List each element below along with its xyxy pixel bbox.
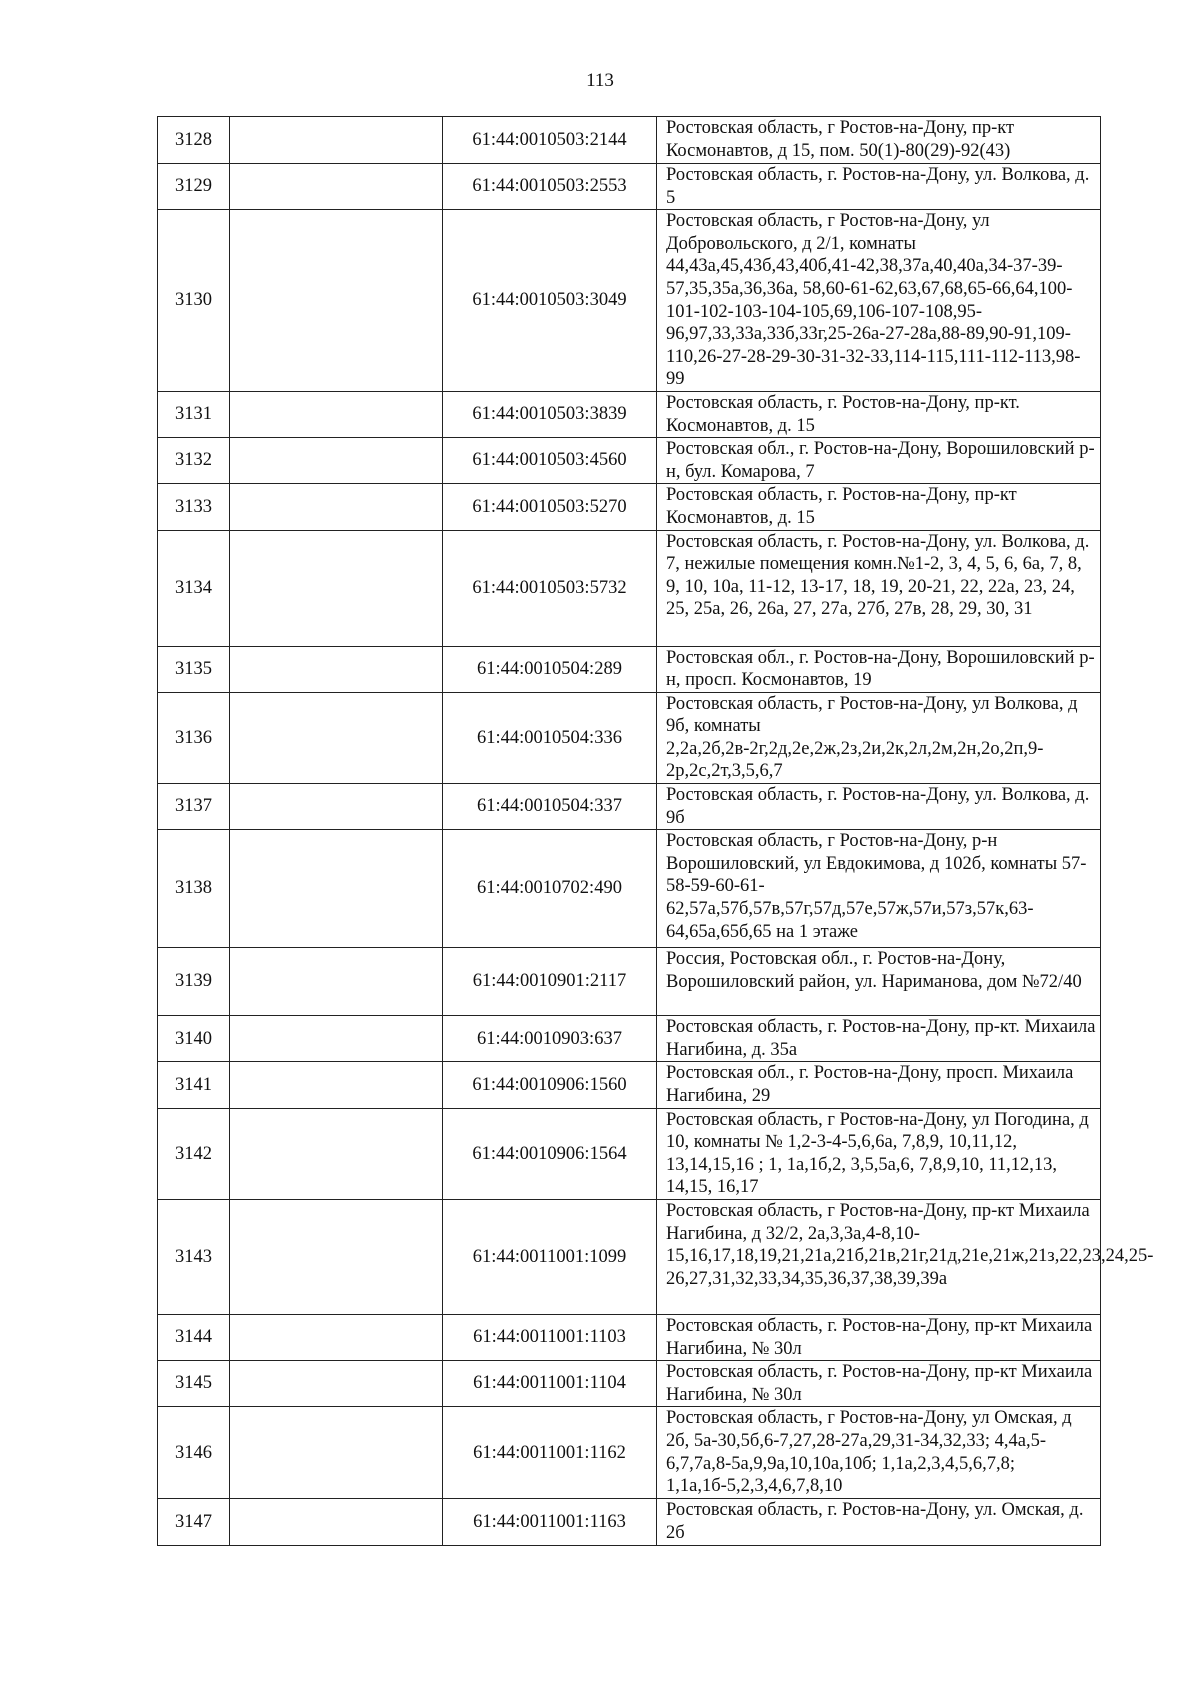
cadastral-number: 61:44:0011001:1099 — [443, 1200, 657, 1315]
cadastral-number: 61:44:0011001:1163 — [443, 1499, 657, 1545]
table-row — [158, 1108, 1101, 1199]
row-number: 3143 — [158, 1200, 230, 1315]
table-row — [158, 484, 1101, 530]
address: Ростовская область, г. Ростов-на-Дону, ул. Волкова, д. 9б — [657, 784, 1101, 830]
table-row — [158, 210, 1101, 392]
address: Ростовская область, г Ростов-на-Дону, ул Омская, д 2б, 5а-30,5б,6-7,27,28-27а,29,31-34,32,33; 4,4а,5-6,7,7а,8-5а,9,9а,10,10а,10б; 1,1а,2,3,4,5,6,7,8; 1,1а,1б-5,2,3,4,6,7,8,10 — [657, 1407, 1101, 1499]
table-row — [158, 1016, 1101, 1062]
cadastral-number: 61:44:0011001:1103 — [443, 1315, 657, 1361]
table-row — [158, 646, 1101, 692]
cadastral-number: 61:44:0010503:5270 — [443, 484, 657, 530]
cadastral-number: 61:44:0010504:336 — [443, 692, 657, 783]
address: Ростовская область, г Ростов-на-Дону, пр-кт Космонавтов, д 15, пом. 50(1)-80(29)-92(43) — [657, 117, 1101, 164]
row-number: 3134 — [158, 530, 230, 646]
cadastral-number: 61:44:0010503:3839 — [443, 391, 657, 437]
row-empty-cell — [230, 1200, 443, 1315]
cadastral-number: 61:44:0010901:2117 — [443, 948, 657, 1016]
table-row — [158, 391, 1101, 437]
table-row — [158, 1200, 1101, 1315]
table-row — [158, 117, 1101, 164]
cadastral-number: 61:44:0010906:1560 — [443, 1062, 657, 1108]
address: Ростовская область, г. Ростов-на-Дону, ул. Омская, д. 2б — [657, 1499, 1101, 1545]
row-number: 3129 — [158, 164, 230, 210]
address: Ростовская область, г Ростов-на-Дону, ул Добровольского, д 2/1, комнаты 44,43а,45,43б,43,40б,41-42,38,37а,40,40а,34-37-39-57,35,35а,36,36а, 58,60-61-62,63,67,68,65-66,64,100-101-102-103-104-105,69,106-107-108,95-96,97,33,33а,33б,33г,25-26а-27-28а,88-89,90-91,109-110,26-27-28-29-30-31-32-33,114-115,111-112-113,98-99 — [657, 210, 1101, 392]
row-number: 3147 — [158, 1499, 230, 1545]
row-empty-cell — [230, 164, 443, 210]
cadastral-number: 61:44:0011001:1104 — [443, 1361, 657, 1407]
table-row — [158, 1499, 1101, 1545]
page-number: 113 — [586, 70, 614, 91]
address: Ростовская обл., г. Ростов-на-Дону, просп. Михаила Нагибина, 29 — [657, 1062, 1101, 1108]
row-empty-cell — [230, 484, 443, 530]
table-row — [158, 1407, 1101, 1499]
cadastral-number: 61:44:0010503:3049 — [443, 210, 657, 392]
table-row — [158, 164, 1101, 210]
row-empty-cell — [230, 1315, 443, 1361]
table-row — [158, 1315, 1101, 1361]
table-row — [158, 830, 1101, 948]
cadastral-number: 61:44:0010906:1564 — [443, 1108, 657, 1199]
row-number: 3141 — [158, 1062, 230, 1108]
row-empty-cell — [230, 1407, 443, 1499]
address: Ростовская область, г Ростов-на-Дону, ул Погодина, д 10, комнаты № 1,2-3-4-5,6,6а, 7,8,9, 10,11,12, 13,14,15,16 ; 1, 1а,1б,2, 3,5,5а,6, 7,8,9,10, 11,12,13, 14,15, 16,17 — [657, 1108, 1101, 1199]
cadastral-number: 61:44:0011001:1162 — [443, 1407, 657, 1499]
row-number: 3137 — [158, 784, 230, 830]
cadastral-number: 61:44:0010503:2553 — [443, 164, 657, 210]
row-empty-cell — [230, 1108, 443, 1199]
row-empty-cell — [230, 117, 443, 164]
row-number: 3131 — [158, 391, 230, 437]
row-number: 3128 — [158, 117, 230, 164]
cadastral-number: 61:44:0010903:637 — [443, 1016, 657, 1062]
row-empty-cell — [230, 438, 443, 484]
row-empty-cell — [230, 530, 443, 646]
address: Ростовская обл., г. Ростов-на-Дону, Ворошиловский р-н, бул. Комарова, 7 — [657, 438, 1101, 484]
table-row — [158, 784, 1101, 830]
cadastral-number: 61:44:0010504:289 — [443, 646, 657, 692]
row-empty-cell — [230, 830, 443, 948]
table-row — [158, 692, 1101, 783]
row-number: 3130 — [158, 210, 230, 392]
row-number: 3146 — [158, 1407, 230, 1499]
row-number: 3132 — [158, 438, 230, 484]
table-row — [158, 1361, 1101, 1407]
table-row — [158, 438, 1101, 484]
cadastral-number: 61:44:0010504:337 — [443, 784, 657, 830]
row-empty-cell — [230, 210, 443, 392]
row-number: 3145 — [158, 1361, 230, 1407]
address: Ростовская область, г Ростов-на-Дону, р-н Ворошиловский, ул Евдокимова, д 102б, комнаты 57-58-59-60-61-62,57а,57б,57в,57г,57д,57е,57ж,57и,57з,57к,63-64,65а,65б,65 на 1 этаже — [657, 830, 1101, 948]
row-empty-cell — [230, 1016, 443, 1062]
row-number: 3136 — [158, 692, 230, 783]
address: Ростовская область, г. Ростов-на-Дону, пр-кт. Космонавтов, д. 15 — [657, 391, 1101, 437]
registry-table — [157, 116, 1154, 1546]
table-row — [158, 530, 1101, 646]
row-empty-cell — [230, 784, 443, 830]
row-number: 3138 — [158, 830, 230, 948]
row-empty-cell — [230, 646, 443, 692]
address: Ростовская область, г. Ростов-на-Дону, пр-кт Михаила Нагибина, № 30л — [657, 1361, 1101, 1407]
row-number: 3135 — [158, 646, 230, 692]
address: Ростовская область, г. Ростов-на-Дону, ул. Волкова, д. 7, нежилые помещения комн.№1-2, 3, 4, 5, 6, 6а, 7, 8, 9, 10, 10а, 11-12, 13-17, 18, 19, 20-21, 22, 22а, 23, 24, 25, 25а, 26, 26а, 27, 27а, 27б, 27в, 28, 29, 30, 31 — [657, 530, 1101, 646]
row-empty-cell — [230, 948, 443, 1016]
cadastral-number: 61:44:0010702:490 — [443, 830, 657, 948]
table-row — [158, 948, 1101, 1016]
address: Ростовская область, г Ростов-на-Дону, ул Волкова, д 9б, комнаты 2,2а,2б,2в-2г,2д,2е,2ж,2з,2и,2к,2л,2м,2н,2о,2п,9-2р,2с,2т,3,5,6,7 — [657, 692, 1101, 783]
table-row — [158, 1062, 1101, 1108]
address: Россия, Ростовская обл., г. Ростов-на-Дону, Ворошиловский район, ул. Нариманова, дом №72/40 — [657, 948, 1101, 1016]
row-number: 3142 — [158, 1108, 230, 1199]
row-empty-cell — [230, 692, 443, 783]
cadastral-number: 61:44:0010503:5732 — [443, 530, 657, 646]
cadastral-number: 61:44:0010503:4560 — [443, 438, 657, 484]
address: Ростовская область, г Ростов-на-Дону, пр-кт Михаила Нагибина, д 32/2, 2а,3,3а,4-8,10-15,16,17,18,19,21,21а,21б,21в,21г,21д,21е,21ж,21з,22,23,24,25-26,27,31,32,33,34,35,36,37,38,39,39а — [657, 1200, 1101, 1315]
address: Ростовская область, г. Ростов-на-Дону, пр-кт Михаила Нагибина, № 30л — [657, 1315, 1101, 1361]
row-number: 3133 — [158, 484, 230, 530]
address: Ростовская обл., г. Ростов-на-Дону, Ворошиловский р-н, просп. Космонавтов, 19 — [657, 646, 1101, 692]
row-empty-cell — [230, 1361, 443, 1407]
row-empty-cell — [230, 1499, 443, 1545]
row-empty-cell — [230, 391, 443, 437]
address: Ростовская область, г. Ростов-на-Дону, пр-кт Космонавтов, д. 15 — [657, 484, 1101, 530]
row-number: 3144 — [158, 1315, 230, 1361]
address: Ростовская область, г. Ростов-на-Дону, ул. Волкова, д. 5 — [657, 164, 1101, 210]
row-number: 3140 — [158, 1016, 230, 1062]
row-empty-cell — [230, 1062, 443, 1108]
row-number: 3139 — [158, 948, 230, 1016]
cadastral-number: 61:44:0010503:2144 — [443, 117, 657, 164]
address: Ростовская область, г. Ростов-на-Дону, пр-кт. Михаила Нагибина, д. 35а — [657, 1016, 1101, 1062]
